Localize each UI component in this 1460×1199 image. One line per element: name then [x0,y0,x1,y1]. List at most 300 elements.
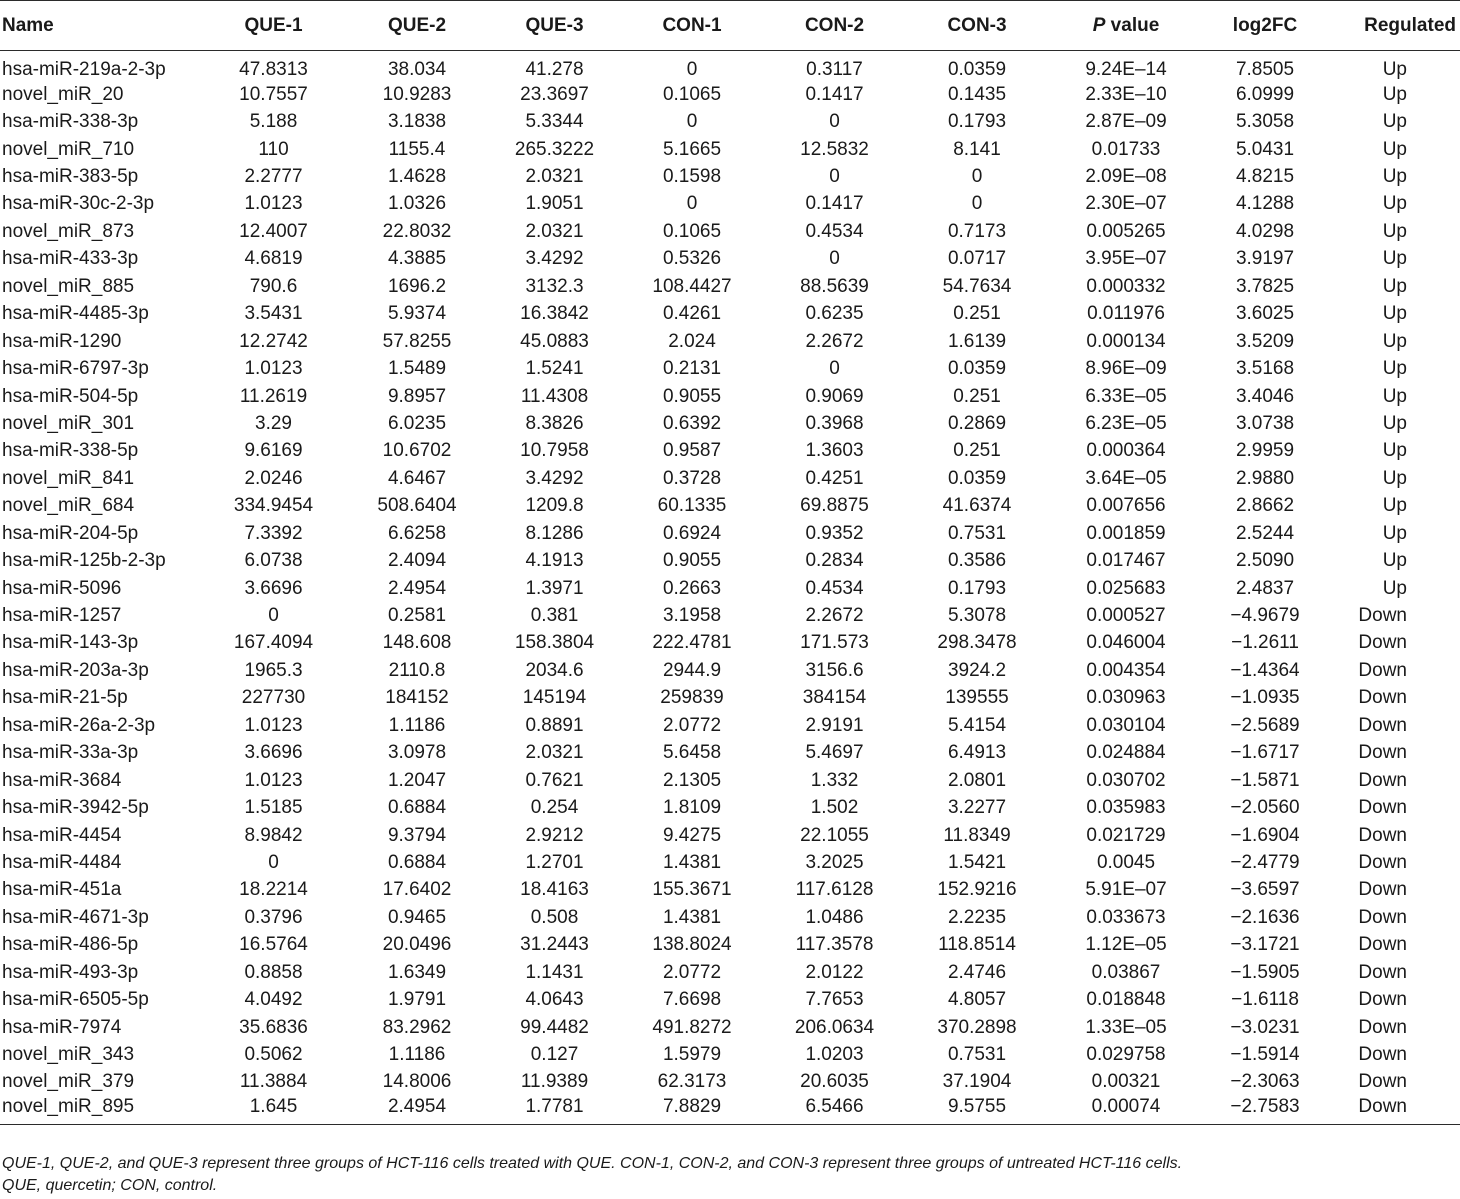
table-header [0,1,1460,51]
table-row [0,575,1460,602]
footnote-line-2: QUE, quercetin; CON, control. [2,1177,218,1194]
cell-que-1: 1.645 [205,1096,342,1125]
cell-que-2: 2110.8 [388,659,446,681]
cell-que-3: 2.9212 [525,824,584,846]
cell-que-2: 57.8255 [382,330,452,352]
cell-con-1: 0.1598 [662,166,722,188]
cell-name: hsa-miR-4485-3p [2,303,149,325]
cell-con-1: 0.6392 [662,412,722,434]
cell-con-3: 11.8349 [943,824,1011,846]
cell-p-value: 0.005265 [1086,220,1166,242]
cell-name: hsa-miR-143-3p [2,632,139,654]
cell-name: novel_miR_841 [2,467,135,489]
cell-que-2: 10.6702 [382,440,452,462]
cell-name: hsa-miR-383-5p [2,166,139,188]
cell-name: hsa-miR-6797-3p [2,358,149,380]
cell-name: hsa-miR-125b-2-3p [2,550,166,572]
cell-que-2: 1696.2 [387,275,447,297]
cell-p-value: 0.017467 [1086,550,1166,572]
cell-name: hsa-miR-219a-2-3p [2,59,166,80]
cell-p-value: 0.021729 [1086,824,1166,846]
header-con-3: CON-3 [902,1,1052,51]
cell-regulated: Down [1330,1096,1460,1125]
cell-name: novel_miR_873 [2,220,135,242]
cell-con-2: 117.3578 [795,934,874,956]
cell-p-value: 0.035983 [1086,797,1166,819]
cell-con-3: 9.5755 [902,1096,1052,1125]
cell-que-1: 334.9454 [233,495,314,517]
cell-que-3: 1.9051 [525,193,584,215]
cell-regulated: Up [1382,193,1407,215]
cell-p-value: 0.011976 [1087,303,1165,325]
cell-p-value: 9.24E–14 [1085,59,1167,80]
cell-con-1: 491.8272 [652,1016,732,1038]
cell-con-1: 7.6698 [662,989,722,1011]
table-row [0,465,1460,492]
cell-p-value: 3.64E–05 [1085,467,1167,489]
header-p-italic: P [1092,14,1106,36]
cell-log2fc: 3.6025 [1235,303,1295,325]
cell-con-2: 3.2025 [805,851,864,873]
cell-regulated: Down [1358,851,1407,873]
cell-que-3: 99.4482 [520,1016,589,1038]
table-row [0,712,1460,739]
cell-con-2: 0.4534 [805,220,864,242]
cell-que-3: 0.7621 [525,769,584,791]
cell-que-1: 3.6696 [244,577,303,599]
cell-con-3: 2.2235 [947,906,1007,928]
cell-name: novel_miR_301 [2,412,135,434]
cell-regulated: Up [1382,59,1407,80]
table-row [0,81,1460,108]
cell-con-3: 0.0717 [947,248,1007,270]
cell-log2fc: −1.5905 [1230,961,1300,983]
cell-con-2: 0.9069 [805,385,864,407]
cell-que-2: 3.0978 [387,742,447,764]
cell-con-3: 0.251 [953,440,1001,462]
cell-log2fc: 3.5168 [1235,358,1295,380]
table-row [0,932,1460,959]
cell-name: novel_miR_895 [0,1096,205,1125]
cell-regulated: Up [1382,220,1407,242]
cell-regulated: Up [1382,248,1407,270]
cell-name: hsa-miR-338-3p [2,111,139,133]
cell-name: novel_miR_379 [2,1071,135,1093]
cell-que-2: 14.8006 [382,1071,452,1093]
cell-que-3: 1.7781 [492,1096,617,1125]
cell-con-1: 2.0772 [662,961,722,983]
cell-que-3: 3.4292 [525,248,584,270]
cell-name: hsa-miR-504-5p [2,385,139,407]
cell-que-1: 0.5062 [244,1044,303,1066]
table-body [0,51,1460,1125]
table-row [0,1069,1460,1096]
cell-con-2: 384154 [802,687,867,709]
cell-que-1: 0 [268,605,279,627]
header-que-3: QUE-3 [492,1,617,51]
cell-log2fc: −1.4364 [1230,659,1300,681]
cell-log2fc: 2.9880 [1235,467,1295,489]
cell-log2fc: −2.1636 [1230,906,1300,928]
cell-p-value: 2.33E–10 [1085,83,1167,105]
cell-con-1: 3.1958 [662,605,722,627]
cell-con-2: 0 [829,358,840,380]
cell-regulated: Down [1358,659,1407,681]
cell-que-1: 3.29 [255,412,292,434]
cell-con-3: 3924.2 [947,659,1007,681]
cell-que-1: 11.2619 [239,385,308,407]
cell-log2fc: 6.0999 [1235,83,1295,105]
cell-con-2: 1.0203 [805,1044,864,1066]
cell-regulated: Up [1382,440,1407,462]
cell-con-3: 0.3586 [947,550,1007,572]
cell-con-2: 2.0122 [805,961,864,983]
cell-log2fc: −1.5871 [1230,769,1300,791]
cell-que-1: 18.2214 [239,879,308,901]
cell-con-2: 0 [829,111,840,133]
cell-log2fc: −2.7583 [1200,1096,1330,1125]
cell-con-2: 1.0486 [805,906,864,928]
header-con-2: CON-2 [767,1,902,51]
cell-que-2: 0.6884 [387,851,447,873]
cell-log2fc: 5.0431 [1235,138,1295,160]
cell-que-3: 3132.3 [525,275,584,297]
cell-con-3: 0.0359 [947,467,1007,489]
cell-regulated: Down [1358,961,1407,983]
cell-con-2: 69.8875 [800,495,869,517]
cell-con-2: 0.3968 [805,412,864,434]
cell-que-2: 6.0235 [387,412,447,434]
cell-p-value: 0.025683 [1086,577,1166,599]
cell-con-1: 0.2131 [662,358,722,380]
cell-que-1: 2.0246 [244,467,303,489]
cell-log2fc: 4.0298 [1235,220,1295,242]
cell-con-2: 2.9191 [805,714,864,736]
cell-que-3: 16.3842 [520,303,589,325]
cell-log2fc: 2.8662 [1235,495,1295,517]
table-row [0,986,1460,1013]
cell-con-2: 7.7653 [805,989,864,1011]
cell-que-1: 110 [258,138,289,160]
cell-p-value: 0.001859 [1086,522,1166,544]
cell-con-1: 5.1665 [662,138,722,160]
table-row [0,1041,1460,1068]
cell-con-3: 41.6374 [942,495,1012,517]
cell-que-2: 1.2047 [387,769,447,791]
cell-que-3: 45.0883 [520,330,589,352]
cell-que-2: 17.6402 [382,879,452,901]
cell-que-2: 0.9465 [387,906,447,928]
cell-que-3: 3.4292 [525,467,584,489]
table-row [0,520,1460,547]
cell-con-3: 0 [971,193,983,215]
header-p-rest: value [1105,14,1160,36]
cell-con-2: 1.3603 [805,440,864,462]
cell-que-1: 790.6 [249,275,298,297]
cell-que-2: 2.4954 [387,577,447,599]
cell-name: hsa-miR-26a-2-3p [2,714,156,736]
cell-con-1: 155.3671 [652,879,732,901]
cell-con-2: 1.332 [810,769,859,791]
cell-que-2: 184152 [385,687,449,709]
cell-name: hsa-miR-1290 [2,330,122,352]
cell-que-2: 1.5489 [387,358,447,380]
cell-p-value: 0.00321 [1091,1071,1161,1093]
cell-name: hsa-miR-3942-5p [2,797,149,819]
cell-p-value: 0.0045 [1096,851,1156,873]
cell-name: novel_miR_710 [2,138,135,160]
cell-regulated: Down [1358,769,1407,791]
header-regulated: Regulated [1330,1,1460,51]
cell-que-3: 23.3697 [520,83,589,105]
table-row [0,438,1460,465]
cell-que-2: 1.0326 [387,193,447,215]
cell-con-1: 9.4275 [662,824,722,846]
cell-p-value: 0.000134 [1086,330,1166,352]
cell-con-1: 108.4427 [652,275,732,297]
cell-con-3: 2.4746 [947,961,1007,983]
cell-que-2: 1.9791 [387,989,447,1011]
cell-que-3: 2.0321 [525,220,584,242]
cell-que-2: 2.4954 [342,1096,492,1125]
cell-con-1: 0.1065 [662,220,722,242]
cell-con-2: 12.5832 [800,138,869,160]
cell-log2fc: −1.6717 [1230,742,1300,764]
cell-log2fc: 3.4046 [1235,385,1295,407]
table-row [0,904,1460,931]
cell-regulated: Up [1382,275,1407,297]
cell-que-3: 41.278 [525,59,584,80]
cell-que-3: 0.8891 [525,714,584,736]
cell-con-1: 0.1065 [662,83,722,105]
cell-que-3: 1.1431 [525,961,584,983]
table-row [0,383,1460,410]
table-row [0,1014,1460,1041]
table-row [0,685,1460,712]
table-row [0,602,1460,629]
cell-que-1: 4.0492 [244,989,303,1011]
cell-p-value: 2.87E–09 [1085,111,1167,133]
cell-log2fc: 2.5090 [1235,550,1295,572]
cell-que-2: 1155.4 [388,138,446,160]
cell-que-3: 1.5241 [525,358,584,380]
cell-que-2: 83.2962 [382,1016,452,1038]
cell-que-2: 508.6404 [377,495,457,517]
table-row [0,273,1460,300]
cell-con-2: 0 [829,166,840,188]
cell-con-2: 3156.6 [805,659,864,681]
cell-con-1: 0.9055 [662,550,722,572]
cell-regulated: Up [1382,550,1407,572]
cell-p-value: 0.01733 [1091,138,1161,160]
cell-name: hsa-miR-6505-5p [2,989,149,1011]
cell-con-3: 37.1904 [942,1071,1012,1093]
cell-name: hsa-miR-3684 [2,769,122,791]
cell-que-3: 4.0643 [525,989,584,1011]
table-row [0,1096,1460,1125]
cell-name: hsa-miR-4671-3p [2,906,149,928]
cell-que-1: 227730 [241,687,306,709]
cell-que-1: 0.3796 [244,906,303,928]
cell-con-3: 54.7634 [942,275,1012,297]
cell-log2fc: 7.8505 [1235,59,1295,80]
cell-que-1: 35.6836 [239,1016,308,1038]
cell-con-3: 298.3478 [937,632,1017,654]
cell-que-2: 9.3794 [387,824,447,846]
cell-log2fc: 4.1288 [1235,193,1295,215]
cell-con-2: 22.1055 [800,824,869,846]
cell-con-2: 0.2834 [805,550,864,572]
cell-regulated: Down [1358,1071,1407,1093]
cell-con-3: 5.3078 [947,605,1007,627]
cell-p-value: 0.004354 [1086,659,1166,681]
cell-que-1: 1.0123 [244,714,303,736]
cell-log2fc: −1.5914 [1230,1044,1300,1066]
cell-con-1: 2.024 [668,330,716,352]
cell-que-1: 1.5185 [244,797,303,819]
cell-que-2: 1.4628 [387,166,447,188]
footnote-line-1: QUE-1, QUE-2, and QUE-3 represent three groups of HCT-116 cells treated with QUE. CON-1, CON-2, and CON-3 represent three groups of untreated HCT-116 cells. [2,1155,1183,1172]
cell-que-3: 1209.8 [525,495,584,517]
cell-que-2: 0.2581 [387,605,447,627]
cell-p-value: 6.33E–05 [1085,385,1167,407]
cell-log2fc: −2.5689 [1230,714,1300,736]
cell-regulated: Down [1358,1044,1407,1066]
cell-que-1: 12.4007 [239,220,308,242]
cell-que-1: 9.6169 [244,440,303,462]
cell-con-3: 0.1435 [947,83,1007,105]
header-con-1: CON-1 [617,1,767,51]
cell-que-2: 4.3885 [387,248,447,270]
cell-regulated: Up [1382,83,1407,105]
cell-regulated: Up [1382,358,1407,380]
cell-p-value: 0.018848 [1086,989,1166,1011]
cell-p-value: 0.030963 [1086,687,1166,709]
cell-regulated: Up [1382,467,1407,489]
cell-regulated: Up [1382,166,1407,188]
table-row [0,767,1460,794]
cell-que-2: 1.1186 [388,1044,446,1066]
cell-con-1: 1.8109 [662,797,722,819]
cell-que-3: 1.2701 [525,851,584,873]
cell-regulated: Down [1358,934,1407,956]
cell-con-2: 0.9352 [805,522,864,544]
cell-con-3: 0.0359 [947,59,1007,80]
cell-p-value: 0.046004 [1086,632,1166,654]
cell-regulated: Up [1382,111,1407,133]
cell-name: novel_miR_343 [2,1044,135,1066]
cell-que-2: 4.6467 [387,467,447,489]
table-row [0,410,1460,437]
cell-regulated: Up [1382,138,1407,160]
cell-con-3: 2.0801 [947,769,1007,791]
cell-regulated: Down [1358,989,1407,1011]
cell-con-3: 152.9216 [937,879,1017,901]
cell-p-value: 0.000332 [1086,275,1166,297]
cell-que-1: 3.5431 [244,303,303,325]
cell-regulated: Down [1358,797,1407,819]
cell-que-2: 2.4094 [387,550,447,572]
cell-con-3: 0 [971,166,983,188]
cell-regulated: Down [1358,632,1407,654]
cell-p-value: 0.000527 [1086,605,1166,627]
cell-que-1: 167.4094 [233,632,314,654]
cell-con-2: 0 [829,248,840,270]
cell-name: hsa-miR-451a [2,879,122,901]
table-row [0,218,1460,245]
cell-con-2: 0.1417 [805,83,864,105]
cell-con-3: 8.141 [953,138,1001,160]
cell-p-value: 1.33E–05 [1085,1016,1167,1038]
cell-regulated: Up [1382,522,1407,544]
cell-con-3: 0.1793 [947,577,1007,599]
cell-con-3: 0.7173 [947,220,1007,242]
table-row [0,163,1460,190]
cell-con-1: 259839 [660,687,724,709]
cell-name: hsa-miR-4484 [2,851,122,873]
cell-con-2: 20.6035 [800,1071,869,1093]
cell-que-2: 38.034 [387,59,447,80]
cell-con-2: 0.4534 [805,577,864,599]
cell-log2fc: −2.3063 [1230,1071,1300,1093]
table-row [0,547,1460,574]
cell-con-2: 206.0634 [794,1016,875,1038]
cell-con-2: 0.4251 [805,467,864,489]
cell-que-3: 8.1286 [525,522,584,544]
cell-que-2: 3.1838 [387,111,447,133]
cell-log2fc: 3.0738 [1235,412,1295,434]
table-row [0,740,1460,767]
cell-log2fc: −3.0231 [1230,1016,1300,1038]
cell-con-1: 0.5326 [662,248,722,270]
cell-que-2: 1.1186 [388,714,446,736]
cell-con-3: 118.8514 [938,934,1016,956]
cell-con-3: 0.0359 [947,358,1007,380]
cell-name: hsa-miR-203a-3p [2,659,149,681]
cell-p-value: 8.96E–09 [1085,358,1167,380]
table-row [0,794,1460,821]
cell-con-1: 0.9055 [662,385,722,407]
cell-con-2: 0.1417 [805,193,864,215]
cell-regulated: Up [1382,495,1407,517]
cell-que-1: 12.2742 [239,330,308,352]
cell-que-3: 31.2443 [520,934,589,956]
cell-con-1: 5.6458 [662,742,722,764]
cell-log2fc: 3.7825 [1235,275,1295,297]
table-row [0,301,1460,328]
cell-que-3: 0.508 [530,906,579,928]
cell-que-1: 1.0123 [244,769,303,791]
cell-log2fc: 2.9959 [1235,440,1295,462]
header-name: Name [0,1,205,51]
table-row [0,959,1460,986]
cell-name: hsa-miR-338-5p [2,440,139,462]
cell-con-2: 6.5466 [767,1096,902,1125]
cell-con-1: 0 [686,59,698,80]
cell-que-3: 0.127 [530,1044,579,1066]
cell-log2fc: 3.5209 [1235,330,1295,352]
cell-que-1: 7.3392 [244,522,303,544]
cell-regulated: Down [1358,605,1407,627]
cell-con-3: 1.6139 [947,330,1007,352]
cell-log2fc: −2.4779 [1230,851,1300,873]
cell-con-3: 0.7531 [947,522,1007,544]
cell-regulated: Up [1382,303,1407,325]
cell-con-3: 0.2869 [947,412,1007,434]
cell-con-2: 171.573 [800,632,869,654]
table-row [0,108,1460,135]
cell-que-1: 3.6696 [244,742,303,764]
